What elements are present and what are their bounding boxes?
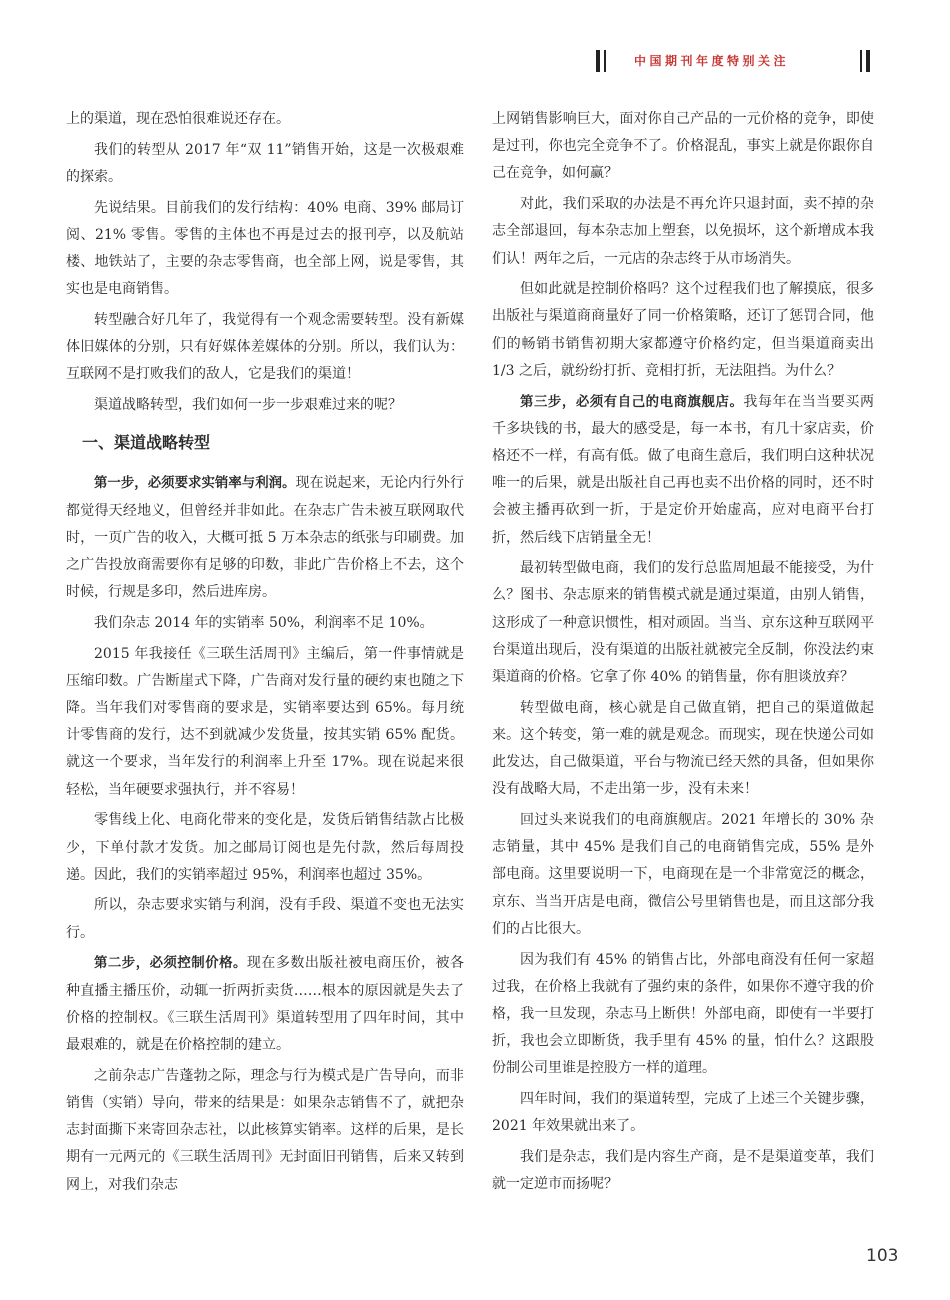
running-header [596, 50, 876, 74]
paragraph: 四年时间，我们的渠道转型，完成了上述三个关键步骤，2021 年效果就出来了。 [492, 1091, 874, 1135]
paragraph [66, 950, 464, 1059]
paragraph: 零售线上化、电商化带来的变化是，发货后销售结款占比极少，下单付款才发货。加之邮局订阅也是先付款，然后每周投递。因此，我们的实销率超过 95%，利润率也超过 35%。 [66, 812, 464, 883]
paragraph-body: 我每年在当当要买两千多块钱的书，最大的感受是，每一本书，有几十家店卖，价格还不一样，有高有低。做了电商生意后，我们明白这种状况唯一的后果，就是出版社自己再也卖不出价格的同时，还不时会被主播再砍到一折，于是定价开始虚高，应对电商平台打折，然后线下店销量全无！ [492, 393, 875, 546]
step-lead: 第一步，必须要求实销率与利润。 [94, 476, 296, 492]
paragraph: 我们杂志 2014 年的实销率 50%，利润率不足 10%。 [94, 614, 434, 631]
header-bar-left [596, 50, 600, 72]
paragraph: 之前杂志广告蓬勃之际，理念与行为模式是广告导向，而非销售（实销）导向，带来的结果是：如果杂志销售不了，就把杂志封面撕下来寄回杂志社，以此核算实销率。这样的后果，是长期有一元两元的《三联生活周刊》无封面旧刊销售，后来又转到网上，对我们杂志 [66, 1067, 464, 1193]
paragraph: 转型融合好几年了，我觉得有一个观念需要转型。没有新媒体旧媒体的分别，只有好媒体差媒体的分别。所以，我们认为：互联网不是打败我们的敌人，它是我们的渠道！ [66, 311, 464, 383]
paragraph: 先说结果。目前我们的发行结构：40% 电商、39% 邮局订阅、21% 零售。零售的主体也不再是过去的报刊亭，以及航站楼、地铁站了，主要的杂志零售商，也全部上网，说是零售，其实也是电商销售。 [66, 199, 464, 298]
paragraph: 上网销售影响巨大，面对你自己产品的一元价格的竞争，即使是过刊，你也完全竞争不了。价格混乱，事实上就是你跟你自己在竞争，如何赢？ [492, 111, 874, 182]
paragraph-body: 现在说起来，无论内行外行都觉得天经地义，但曾经并非如此。在杂志广告未被互联网取代时，一页广告的收入，大概可抵 5 万本杂志的纸张与印刷费。加之广告投放商需要你有足够的印数，非此广告价格上不去，这个时候，行规是多印，然后进库房。 [66, 475, 465, 601]
paragraph: 最初转型做电商，我们的发行总监周旭最不能接受，为什么？图书、杂志原来的销售模式就是通过渠道，由别人销售，这形成了一种意识惯性，相对顽固。当当、京东这种互联网平台渠道出现后，没有渠道的出版社就被完全反制，你没法约束渠道商的价格。它拿了你 40% 的销售量，你有胆谈放弃？ [492, 560, 874, 686]
paragraph [66, 470, 464, 606]
header-bar-right [866, 50, 870, 72]
left-column [66, 106, 464, 1202]
paragraph: 对此，我们采取的办法是不再允许只退封面，卖不掉的杂志全部退回，每本杂志加上塑套，以免损坏，这个新增成本我们认！两年之后，一元店的杂志终于从市场消失。 [492, 196, 874, 267]
paragraph: 所以，杂志要求实销与利润，没有手段、渠道不变也无法实行。 [66, 897, 464, 941]
paragraph: 回过头来说我们的电商旗舰店。2021 年增长的 30% 杂志销量，其中 45% 是我们自己的电商销售完成，55% 是外部电商。这里要说明一下，电商现在是一个非常宽泛的概念，京东、当当开店是电商，微信公号里销售也是，而且这部分我们的占比很大。 [492, 812, 874, 937]
paragraph: 我们是杂志，我们是内容生产商，是不是渠道变革，我们就一定逆市而扬呢？ [492, 1149, 874, 1193]
paragraph-body: 现在多数出版社被电商压价，被各种直播主播压价，动辄一折两折卖货……根本的原因就是失去了价格的控制权。《三联生活周刊》渠道转型用了四年时间，其中最艰难的，就是在价格控制的建立。 [66, 955, 465, 1053]
paragraph: 2015 年我接任《三联生活周刊》主编后，第一件事情就是压缩印数。广告断崖式下降，广告商对发行量的硬约束也随之下降。当年我们对零售商的要求是，实销率要达到 65%。每月统计零售商的发行，达不到就减少发货量，按其实销 65% 配货。就这一个要求，当年发行的利润率上升至 17%。现在说起来很轻松，当年硬要求强执行，并不容易！ [66, 645, 464, 798]
paragraph: 我们的转型从 2017 年“双 11”销售开始，这是一次极艰难的探索。 [66, 141, 464, 185]
step-lead: 第三步，必须有自己的电商旗舰店。 [520, 394, 744, 410]
header-bar-left-thin [604, 50, 606, 72]
paragraph: 转型做电商，核心就是自己做直销，把自己的渠道做起来。这个转变，第一难的就是观念。而现实，现在快递公司如此发达，自己做渠道，平台与物流已经天然的具备，但如果你没有战略大局，不走出第一步，没有未来！ [492, 699, 874, 798]
paragraph: 但如此就是控制价格吗？这个过程我们也了解摸底，很多出版社与渠道商商量好了同一价格策略，还订了惩罚合同，他们的畅销书销售初期大家都遵守价格约定，但当渠道商卖出 1/3 之后，就纷纷打折、竞相打折，无法阻挡。为什么？ [492, 281, 874, 379]
header-title: 中国期刊年度特别关注 [634, 54, 790, 68]
section-heading: 一、渠道战略转型 [82, 433, 211, 453]
page-number: 103 [866, 1246, 899, 1266]
paragraph: 渠道战略转型，我们如何一步一步艰难过来的呢？ [94, 397, 402, 414]
paragraph: 上的渠道，现在恐怕很难说还存在。 [66, 111, 290, 127]
right-column [492, 106, 874, 1202]
step-lead: 第二步，必须控制价格。 [94, 956, 247, 972]
paragraph [492, 389, 874, 552]
header-bar-right-thin [860, 50, 862, 72]
paragraph: 因为我们有 45% 的销售占比，外部电商没有任何一家超过我，在价格上我就有了强约束的条件，如果你不遵守我的价格，我一旦发现，杂志马上断供！外部电商，即使有一半要打折，我也会立即断货，我手里有 45% 的量，怕什么？这跟股份制公司里谁是控股方一样的道理。 [492, 951, 874, 1077]
